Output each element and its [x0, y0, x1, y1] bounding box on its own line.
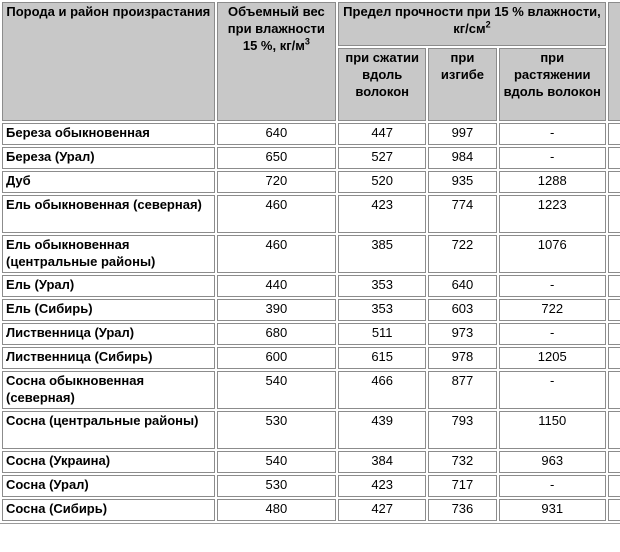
- extra-cell: [608, 275, 620, 297]
- compression-cell: 353: [338, 299, 426, 321]
- extra-cell: [608, 475, 620, 497]
- header-extra-column: [608, 2, 620, 121]
- table-row: [2, 451, 620, 473]
- tension-cell: -: [499, 323, 606, 345]
- bending-cell: 984: [428, 147, 496, 169]
- extra-cell: [608, 171, 620, 193]
- species-cell: Ель обыкновенная (центральные районы): [2, 235, 215, 273]
- compression-cell: 423: [338, 475, 426, 497]
- extra-cell: [608, 195, 620, 233]
- compression-cell: 520: [338, 171, 426, 193]
- tension-cell: 963: [499, 451, 606, 473]
- density-cell: 460: [217, 235, 336, 273]
- tension-cell: 1076: [499, 235, 606, 273]
- bending-cell: 722: [428, 235, 496, 273]
- bending-cell: 973: [428, 323, 496, 345]
- header-species: Порода и район произрастания: [2, 2, 215, 121]
- extra-cell: [608, 299, 620, 321]
- compression-cell: 384: [338, 451, 426, 473]
- species-cell: Сосна (центральные районы): [2, 411, 215, 449]
- bending-cell: 935: [428, 171, 496, 193]
- compression-cell: 527: [338, 147, 426, 169]
- compression-cell: 353: [338, 275, 426, 297]
- species-cell: Сосна обыкновенная (северная): [2, 371, 215, 409]
- tension-cell: -: [499, 371, 606, 409]
- extra-cell: [608, 499, 620, 521]
- compression-cell: 447: [338, 123, 426, 145]
- table-row: [2, 475, 620, 497]
- bending-cell: 640: [428, 275, 496, 297]
- tension-cell: 931: [499, 499, 606, 521]
- bending-cell: 978: [428, 347, 496, 369]
- tension-cell: -: [499, 475, 606, 497]
- tension-cell: 1150: [499, 411, 606, 449]
- bending-cell: 793: [428, 411, 496, 449]
- compression-cell: 466: [338, 371, 426, 409]
- compression-cell: 423: [338, 195, 426, 233]
- table-row: [2, 371, 620, 409]
- density-cell: 460: [217, 195, 336, 233]
- bending-cell: 774: [428, 195, 496, 233]
- tension-cell: 1288: [499, 171, 606, 193]
- table-row: [2, 299, 620, 321]
- density-cell: 680: [217, 323, 336, 345]
- header-compression: при сжатии вдоль волокон: [338, 48, 426, 121]
- species-cell: Лиственница (Урал): [2, 323, 215, 345]
- header-density: Объемный вес при влажности 15 %, $кг/м^3$: [217, 2, 336, 121]
- table-row: [2, 411, 620, 449]
- table-row: [2, 235, 620, 273]
- extra-cell: [608, 371, 620, 409]
- density-cell: 530: [217, 411, 336, 449]
- tension-cell: -: [499, 123, 606, 145]
- density-cell: 540: [217, 451, 336, 473]
- compression-cell: 615: [338, 347, 426, 369]
- density-cell: 540: [217, 371, 336, 409]
- compression-cell: 439: [338, 411, 426, 449]
- compression-cell: 385: [338, 235, 426, 273]
- table-row: [2, 323, 620, 345]
- header-tension: при растяжении вдоль волокон: [499, 48, 606, 121]
- header-bending: при изгибе: [428, 48, 496, 121]
- table-row: [2, 195, 620, 233]
- species-cell: Береза обыкновенная: [2, 123, 215, 145]
- bending-cell: 997: [428, 123, 496, 145]
- bending-cell: 736: [428, 499, 496, 521]
- tension-cell: -: [499, 275, 606, 297]
- extra-cell: [608, 411, 620, 449]
- bending-cell: 732: [428, 451, 496, 473]
- table-body: [2, 123, 620, 521]
- tension-cell: 722: [499, 299, 606, 321]
- extra-cell: [608, 123, 620, 145]
- table-row: [2, 147, 620, 169]
- density-cell: 720: [217, 171, 336, 193]
- table-row: [2, 171, 620, 193]
- table-row: [2, 347, 620, 369]
- extra-cell: [608, 451, 620, 473]
- density-cell: 640: [217, 123, 336, 145]
- compression-cell: 427: [338, 499, 426, 521]
- species-cell: Сосна (Украина): [2, 451, 215, 473]
- density-cell: 390: [217, 299, 336, 321]
- species-cell: Ель (Сибирь): [2, 299, 215, 321]
- extra-cell: [608, 235, 620, 273]
- species-cell: Сосна (Урал): [2, 475, 215, 497]
- bending-cell: 717: [428, 475, 496, 497]
- density-cell: 600: [217, 347, 336, 369]
- extra-cell: [608, 347, 620, 369]
- density-cell: 480: [217, 499, 336, 521]
- species-cell: Дуб: [2, 171, 215, 193]
- species-cell: Сосна (Сибирь): [2, 499, 215, 521]
- header-strength: Предел прочности при 15 % влажности, $кг/см^2$: [338, 2, 606, 46]
- extra-cell: [608, 323, 620, 345]
- species-cell: Береза (Урал): [2, 147, 215, 169]
- tension-cell: 1205: [499, 347, 606, 369]
- density-cell: 440: [217, 275, 336, 297]
- tension-cell: -: [499, 147, 606, 169]
- table-row: [2, 123, 620, 145]
- species-cell: Ель обыкновенная (северная): [2, 195, 215, 233]
- tension-cell: 1223: [499, 195, 606, 233]
- bending-cell: 877: [428, 371, 496, 409]
- bending-cell: 603: [428, 299, 496, 321]
- table-row: [2, 275, 620, 297]
- compression-cell: 511: [338, 323, 426, 345]
- species-cell: Ель (Урал): [2, 275, 215, 297]
- density-cell: 530: [217, 475, 336, 497]
- density-cell: 650: [217, 147, 336, 169]
- species-cell: Лиственница (Сибирь): [2, 347, 215, 369]
- table-row: [2, 499, 620, 521]
- extra-cell: [608, 147, 620, 169]
